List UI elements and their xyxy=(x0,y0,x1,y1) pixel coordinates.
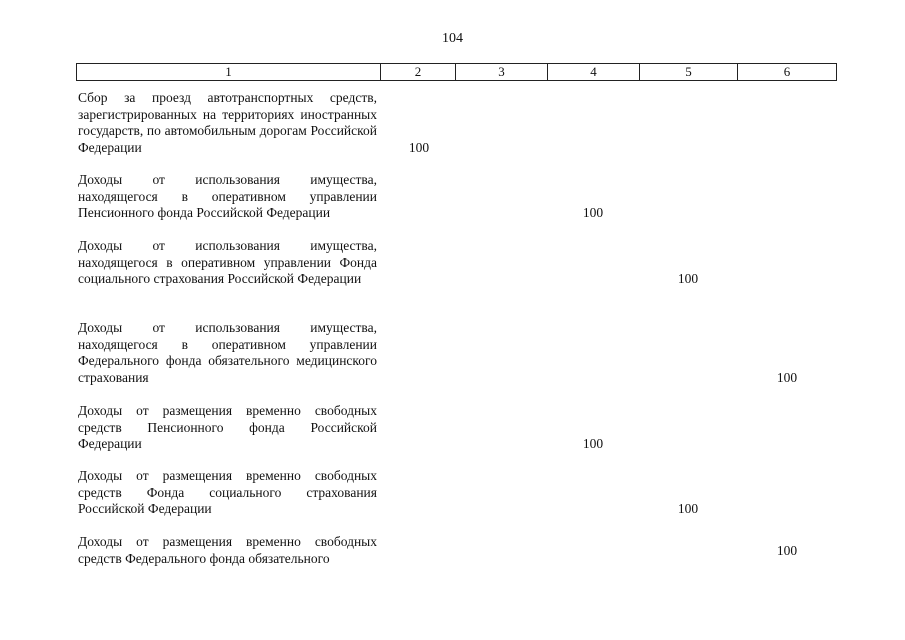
page-number: 104 xyxy=(442,31,463,46)
row-description: Сбор за проезд автотранспортных средств, зарегистрированных на территориях иностранных государств, по автомобильным дорогам Российской Федерации xyxy=(78,90,377,155)
table-row xyxy=(78,468,838,518)
row-value: 100 xyxy=(677,271,699,286)
row-value: 100 xyxy=(776,369,798,385)
table-row xyxy=(78,172,838,222)
row-value: 100 xyxy=(408,139,430,155)
row-value: 100 xyxy=(677,501,699,516)
row-value: 100 xyxy=(582,436,604,451)
row-value: 100 xyxy=(776,543,798,558)
row-description: Доходы от размещения временно свободных средств Федерального фонда обязательного xyxy=(78,534,377,566)
column-header-2: 2 xyxy=(381,64,456,80)
row-description: Доходы от размещения временно свободных средств Фонда социального страхования Российской Федерации xyxy=(78,468,377,516)
column-header-3: 3 xyxy=(456,64,548,80)
table-header xyxy=(76,63,837,81)
table-row xyxy=(78,534,838,567)
row-description: Доходы от размещения временно свободных средств Пенсионного фонда Российской Федерации xyxy=(78,403,377,451)
row-description: Доходы от использования имущества, находящегося в оперативном управлении Фонда социального страхования Российской Федерации xyxy=(78,238,377,286)
column-header-4: 4 xyxy=(548,64,640,80)
row-description: Доходы от использования имущества, находящегося в оперативном управлении Пенсионного фонда Российской Федерации xyxy=(78,172,377,220)
column-header-1: 1 xyxy=(77,64,381,80)
column-header-6: 6 xyxy=(783,64,791,79)
table-row xyxy=(78,90,838,156)
column-header-5: 5 xyxy=(640,64,738,80)
table-row xyxy=(78,320,838,386)
table-row xyxy=(78,238,838,288)
row-description: Доходы от использования имущества, находящегося в оперативном управлении Федерального фонда обязательного медицинского страхования xyxy=(78,320,377,385)
row-value: 100 xyxy=(582,205,604,220)
table-row xyxy=(78,403,838,453)
